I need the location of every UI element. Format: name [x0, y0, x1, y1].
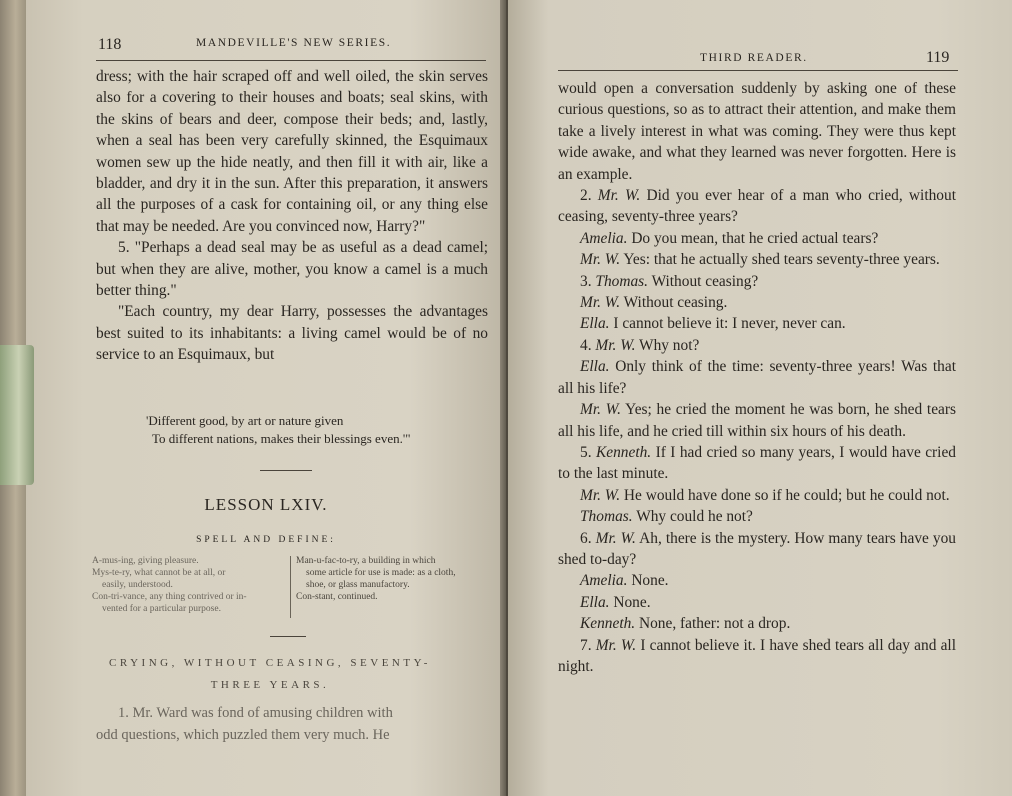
dialogue-line: [558, 335, 956, 356]
dialogue: [558, 185, 956, 677]
definition: A-mus-ing, giving pleasure.: [92, 556, 199, 566]
dialogue-number: 4.: [580, 336, 592, 354]
dialogue-line: [558, 485, 956, 506]
subheading-line: CRYING, WITHOUT CEASING, SEVENTY-: [109, 657, 431, 669]
bookmark-ribbon: [0, 345, 34, 485]
right-page: [508, 0, 1012, 796]
speaker: Mr. W.: [597, 187, 641, 205]
spell-heading: SPELL AND DEFINE:: [196, 535, 336, 545]
definition: some article for use is made: as a cloth,: [306, 568, 456, 578]
dialogue-line: [558, 249, 956, 270]
speaker: Ella.: [580, 358, 610, 376]
dialogue-number: 3.: [580, 272, 592, 290]
dialogue-line: [558, 635, 956, 678]
closing-text: [96, 702, 488, 746]
paragraph: "Each country, my dear Harry, possesses the advantages best suited to its inhabitants: a living camel would be of no service to an Esquimaux, but: [96, 303, 488, 364]
definitions-right: [296, 555, 496, 603]
header-rule: [558, 70, 958, 71]
dialogue-number: 6.: [580, 529, 592, 547]
dialogue-text: Yes; he cried the moment he was born, he shed tears all his life, and he cried till within six hours of his death.: [558, 401, 956, 440]
running-head: MANDEVILLE'S NEW SERIES.: [196, 37, 392, 49]
left-page: [26, 0, 506, 796]
speaker: Mr. W.: [595, 336, 636, 354]
speaker: Mr. W.: [580, 486, 621, 504]
dialogue-line: [558, 185, 956, 228]
definition: Con-stant, continued.: [296, 592, 378, 602]
dialogue-line: [558, 570, 956, 591]
definition: vented for a particular purpose.: [102, 604, 221, 614]
dialogue-text: I cannot believe it. I have shed tears all day and all night.: [558, 636, 956, 675]
section-subheading: [30, 652, 510, 696]
divider: [270, 636, 306, 637]
dialogue-line: [558, 528, 956, 571]
speaker: Mr. W.: [595, 636, 637, 654]
dialogue-text: I cannot believe it: I never, never can.: [613, 315, 846, 333]
header-rule: [96, 60, 486, 61]
dialogue-text: Why not?: [639, 336, 700, 354]
speaker: Mr. W.: [580, 294, 621, 312]
speaker: Kenneth.: [596, 443, 652, 461]
dialogue-line: [558, 292, 956, 313]
speaker: Thomas.: [595, 272, 649, 290]
body-text: [96, 66, 488, 366]
definition: easily, understood.: [102, 580, 173, 590]
dialogue-text: Only think of the time: seventy-three years! Was that all his life?: [558, 358, 956, 397]
page-number: 118: [98, 36, 122, 53]
dialogue-number: 5.: [580, 443, 592, 461]
divider: [260, 470, 312, 471]
dialogue-text: Do you mean, that he cried actual tears?: [631, 229, 879, 247]
verse-line: 'Different good, by art or nature given: [146, 413, 344, 428]
speaker: Mr. W.: [580, 401, 621, 419]
dialogue-line: [558, 313, 956, 334]
dialogue-text: None.: [631, 572, 669, 590]
dialogue-text: None.: [613, 593, 651, 611]
dialogue-line: [558, 442, 956, 485]
dialogue-text: Ah, there is the mystery. How many tears have you shed to-day?: [558, 529, 956, 568]
dialogue-text: None, father: not a drop.: [639, 615, 791, 633]
dialogue-text: Yes: that he actually shed tears seventy-three years.: [623, 251, 940, 269]
dialogue-line: [558, 592, 956, 613]
definitions-divider: [290, 556, 291, 618]
dialogue-line: [558, 613, 956, 634]
subheading-line: THREE YEARS.: [210, 679, 330, 691]
dialogue-line: [558, 506, 956, 527]
dialogue-number: 7.: [580, 636, 592, 654]
verse-line: To different nations, makes their blessings even.'": [152, 431, 411, 446]
dialogue-text: Without ceasing?: [651, 272, 759, 290]
definition: Mys-te-ry, what cannot be at all, or: [92, 568, 226, 578]
dialogue-line: [558, 356, 956, 399]
definition: shoe, or glass manufactory.: [306, 580, 410, 590]
speaker: Amelia.: [580, 572, 628, 590]
speaker: Ella.: [580, 315, 610, 333]
verse-quote: [146, 412, 496, 448]
speaker: Amelia.: [580, 229, 628, 247]
paragraph: would open a conversation suddenly by asking one of these curious questions, so as to attract their attention, and make them take a lively interest in what was coming. They were thus kept wide awake, and what they learned was never forgotten. Here is an example.: [558, 80, 956, 183]
definitions-left: [92, 555, 288, 615]
definition: Con-tri-vance, any thing contrived or in-: [92, 592, 247, 602]
dialogue-number: 2.: [580, 187, 592, 205]
dialogue-line: [558, 228, 956, 249]
paragraph: 5. "Perhaps a dead seal may be as useful as a dead camel; but when they are alive, mother, you know a camel is a much better thing.": [96, 239, 488, 300]
page-number: 119: [926, 49, 950, 66]
dialogue-text: Why could he not?: [636, 508, 753, 526]
dialogue-line: [558, 271, 956, 292]
running-head: THIRD READER.: [700, 52, 808, 64]
speaker: Ella.: [580, 593, 610, 611]
definition: Man-u-fac-to-ry, a building in which: [296, 556, 436, 566]
speaker: Mr. W.: [580, 251, 621, 269]
dialogue-line: [558, 399, 956, 442]
speaker: Thomas.: [580, 508, 633, 526]
dialogue-text: He would have done so if he could; but he could not.: [623, 486, 950, 504]
speaker: Mr. W.: [595, 529, 636, 547]
dialogue-text: Did you ever hear of a man who cried, without ceasing, seventy-three years?: [558, 187, 956, 226]
paragraph: dress; with the hair scraped off and well oiled, the skin serves also for a covering to their houses and boats; seal skins, with the skins of bears and deer, compose their beds; and, lastly, when a seal has been very carefully skinned, the Esquimaux women sew up the hide neatly, and then fill it with air, like a bladder, and dry it in the sun. After this preparation, it answers all the purposes of a cask for containing oil, or any thing else that may be needed. Are you convinced now, Harry?": [96, 68, 488, 235]
body-text: [558, 78, 956, 677]
speaker: Kenneth.: [580, 615, 636, 633]
closing-line: odd questions, which puzzled them very much. He: [96, 727, 390, 743]
dialogue-text: Without ceasing.: [623, 294, 728, 312]
dialogue-text: If I had cried so many years, I would have cried to the last minute.: [558, 443, 956, 483]
lesson-title: LESSON LXIV.: [204, 495, 328, 514]
closing-line: 1. Mr. Ward was fond of amusing children with: [118, 705, 393, 721]
